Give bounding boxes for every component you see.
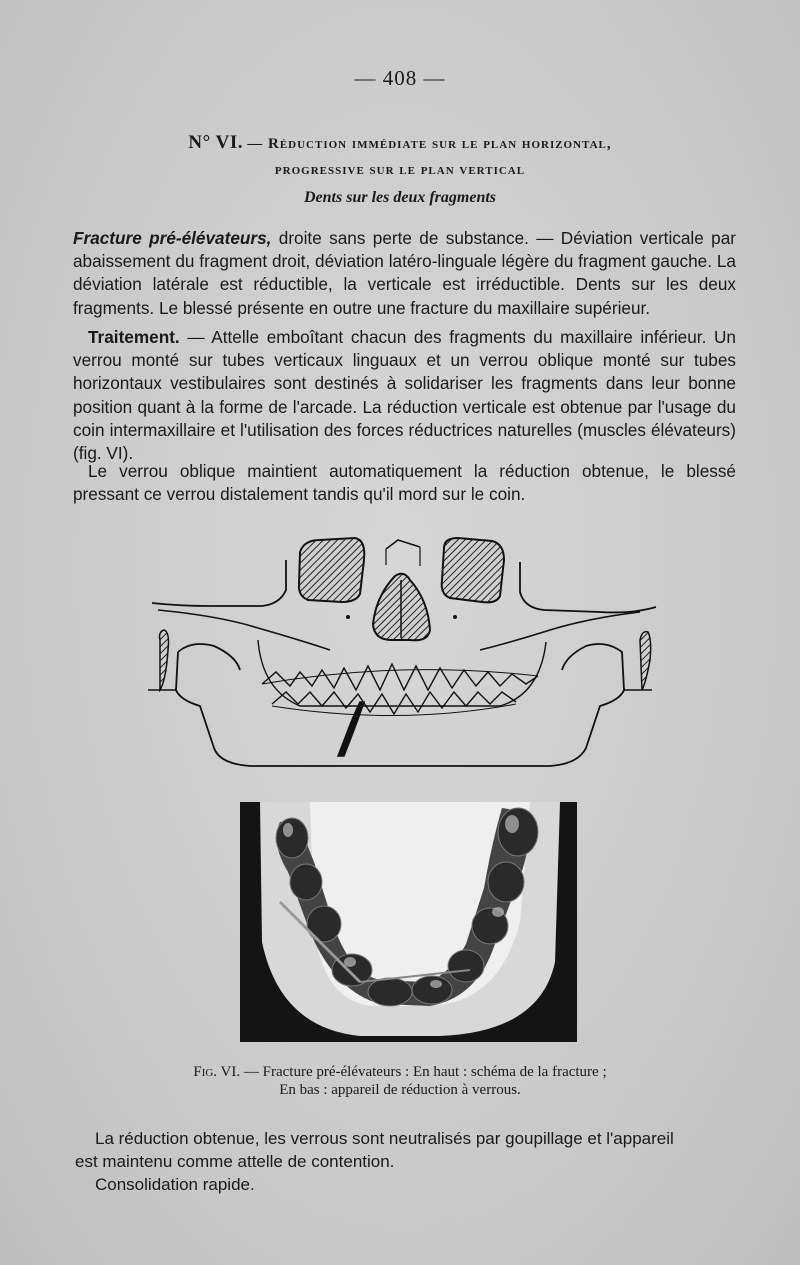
- right-orbit: [442, 538, 504, 602]
- splint-photo-drawing: [240, 802, 577, 1042]
- paragraph-treatment-lead: Traitement.: [88, 327, 180, 347]
- heading-number: N° VI.: [188, 132, 243, 153]
- paragraph-lock: Le verrou oblique maintient automatiquement la réduction obtenue, le blessé pressant ce verrou distalement tandis qu'il mord sur le coin.: [73, 461, 736, 505]
- closing-line-1-rest: les verrous sont neutralisés par goupillage et l'appareil: [259, 1129, 674, 1148]
- caption-line-1: [0, 1063, 800, 1081]
- paragraph-diagnosis-lead: Fracture pré-élévateurs,: [73, 228, 272, 248]
- closing-line-3: Consolidation rapide.: [95, 1175, 255, 1194]
- fracture-line: [338, 702, 364, 756]
- left-orbit: [299, 538, 364, 602]
- paragraph-treatment-text: — Attelle emboîtant chacun des fragments du maxillaire inférieur. Un verrou monté sur tubes verticaux linguaux et un verrou oblique monté sur tubes horizontaux vestibulaires sont destinés à solidariser les fragments dans leur bonne position quant à la forme de l'arcade. La réduction verticale est obtenue par l'usage du coin intermaxillaire et l'utilisation des forces réductrices naturelles (muscles élévateurs) (fig. VI).: [73, 327, 736, 464]
- caption-text-2: En bas : appareil de réduction à verrous.: [279, 1082, 521, 1098]
- upper-teeth: [262, 664, 538, 690]
- heading-title-1: — Réduction immédiate sur le plan horizontal,: [247, 136, 612, 152]
- closing-line-2: est maintenu comme attelle de contention.: [75, 1152, 395, 1171]
- caption-label: Fig. VI.: [193, 1064, 241, 1080]
- heading-title-2: progressive sur le plan vertical: [274, 162, 526, 178]
- subtitle: Dents sur les deux fragments: [303, 189, 497, 206]
- paragraph-diagnosis-text: droite sans perte de substance. — Déviation verticale par abaissement du fragment droit, déviation latéro-linguale légère du fragment gauche. La déviation latérale est réductible, la verticale est irréductible. Dents sur les deux fragments. Le blessé présente en outre une fracture du maxillaire supérieur.: [73, 228, 736, 318]
- closing-paragraph: [75, 1127, 755, 1196]
- splint-apparatus-photo: [240, 802, 577, 1042]
- page-number: — 408 —: [354, 66, 446, 90]
- closing-line-1: [95, 1127, 755, 1150]
- figure-caption: [0, 1063, 800, 1099]
- caption-text-1: — Fracture pré-élévateurs : En haut : schéma de la fracture ;: [240, 1064, 607, 1080]
- closing-lead: La réduction obtenue,: [95, 1129, 260, 1148]
